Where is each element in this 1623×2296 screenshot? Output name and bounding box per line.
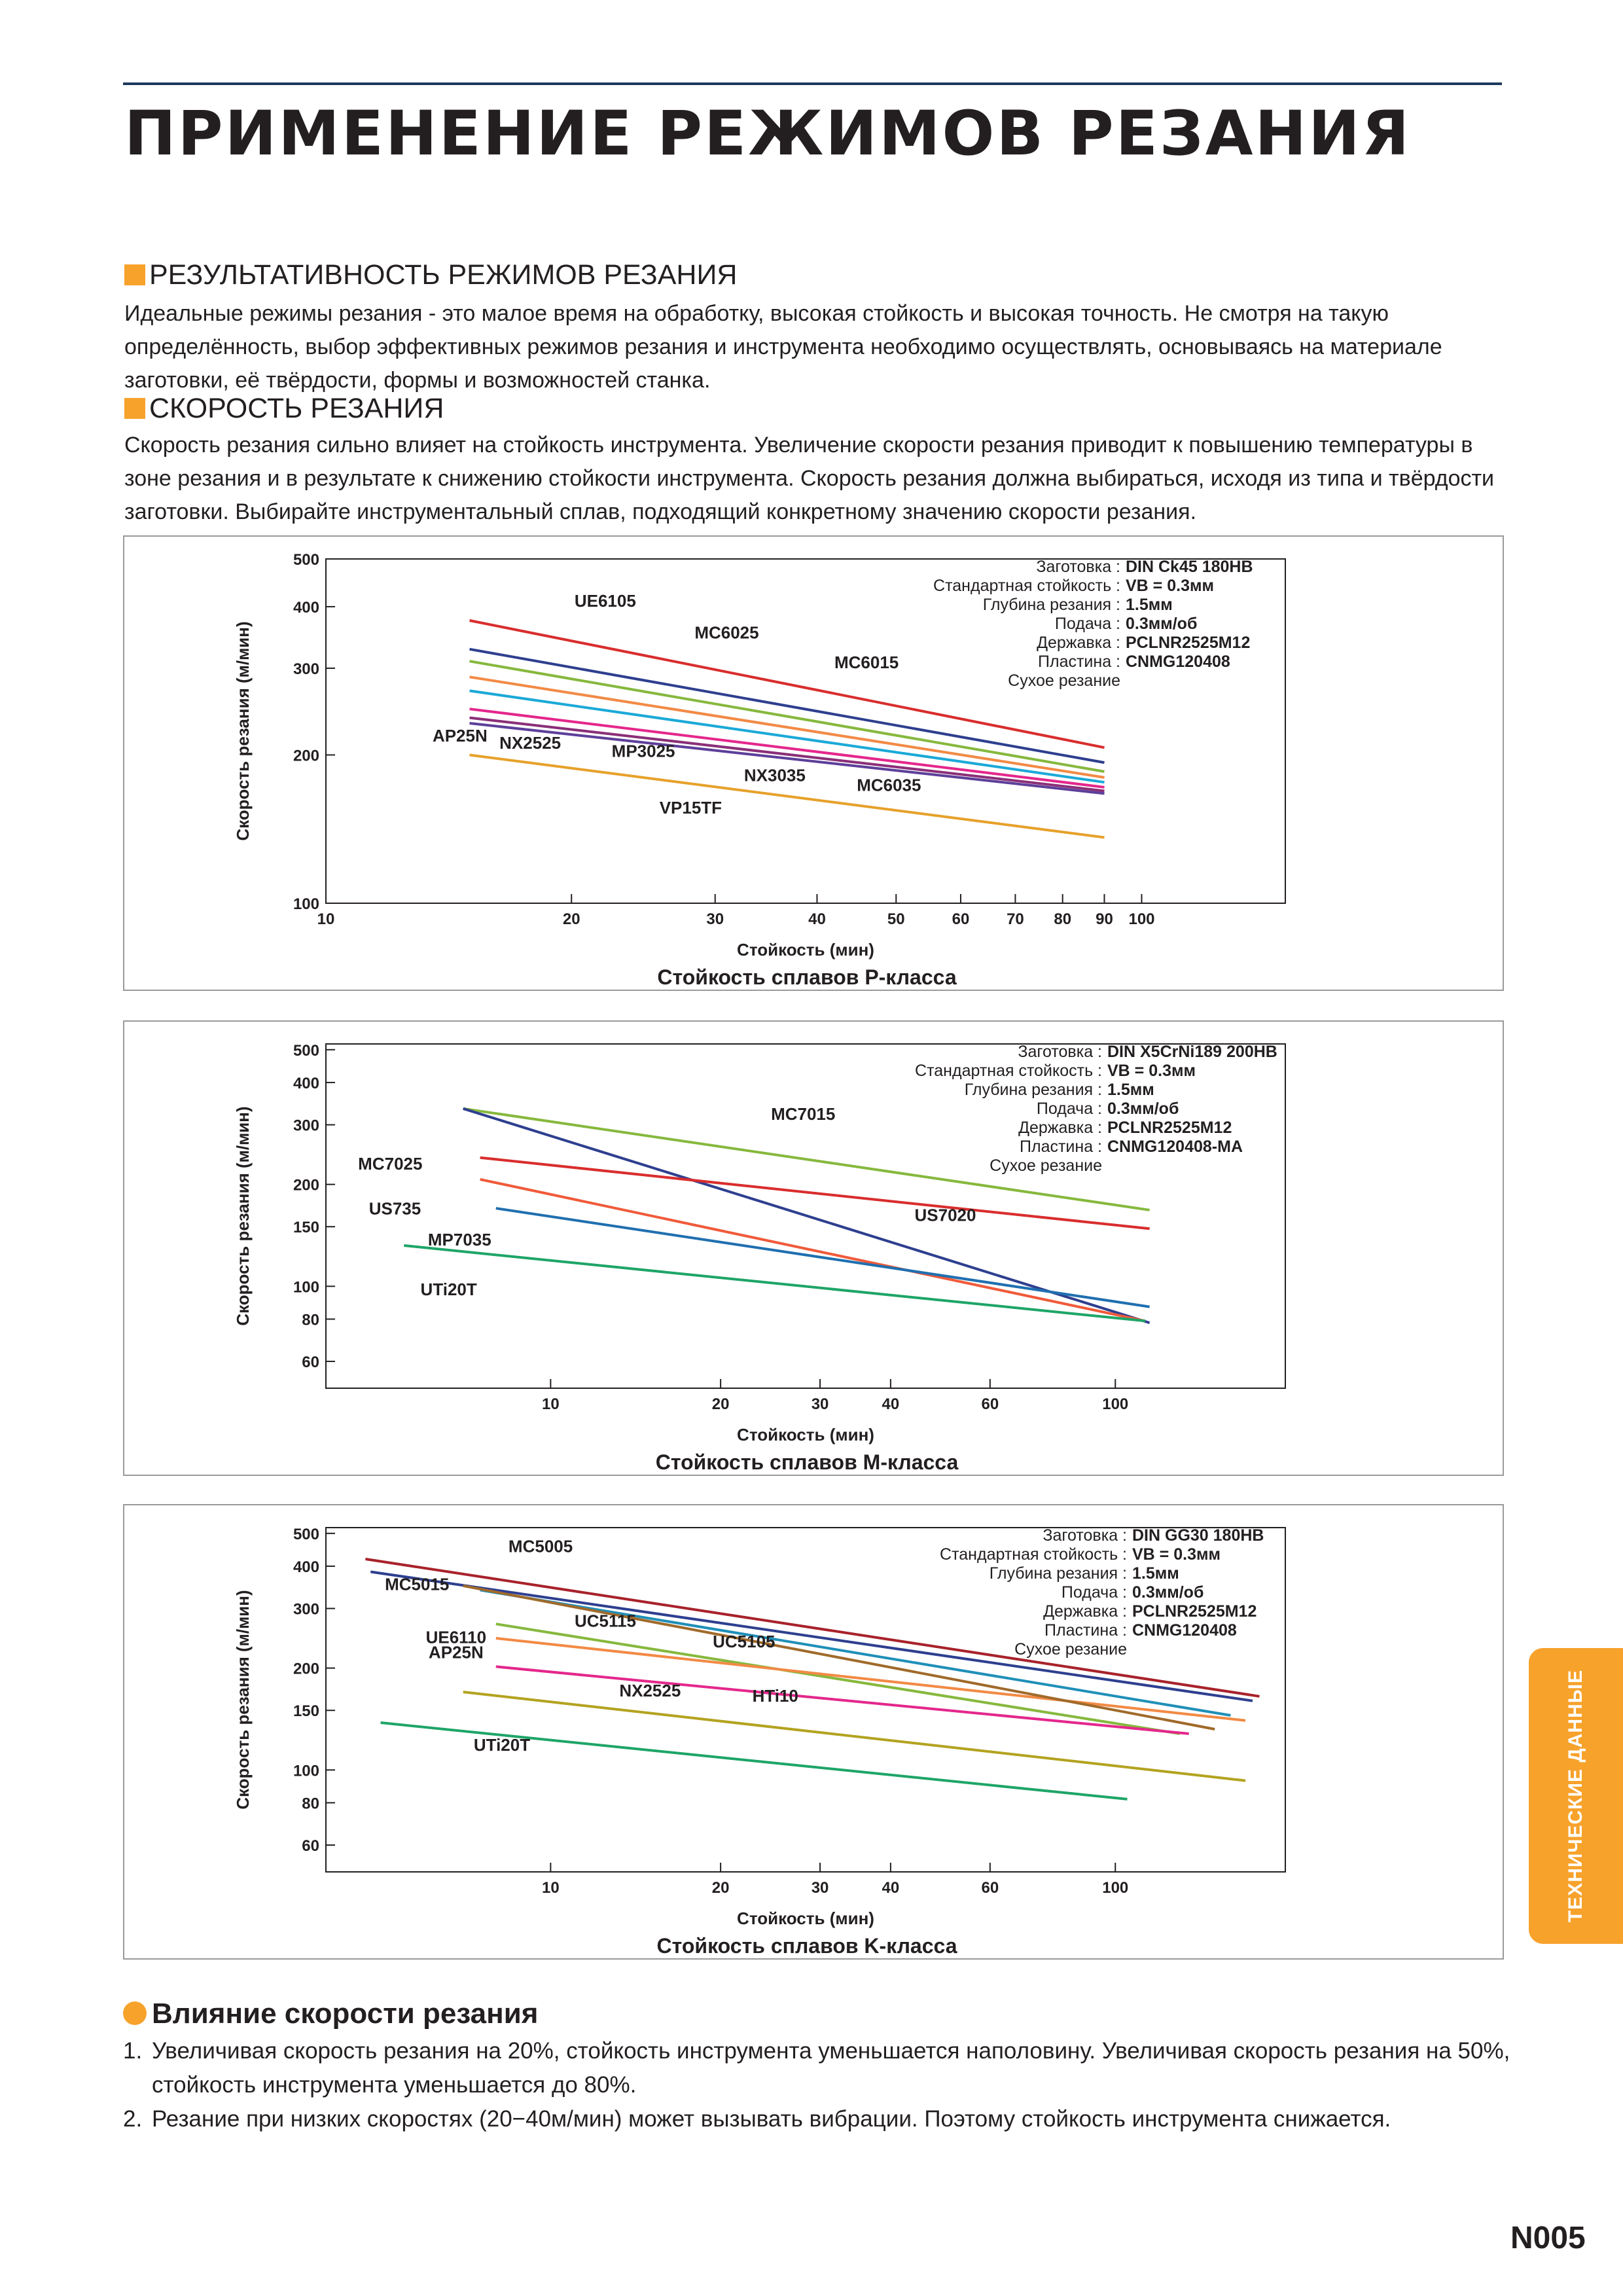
side-tab-label: ТЕХНИЧЕСКИЕ ДАННЫЕ <box>1565 1669 1586 1923</box>
circle-bullet-icon <box>123 2001 147 2025</box>
x-tick-label: 40 <box>882 1879 900 1897</box>
info-value: VB = 0.3мм <box>1132 1545 1221 1564</box>
info-value: CNMG120408 <box>1132 1621 1237 1640</box>
info-label: Стандартная стойкость : <box>940 1545 1127 1564</box>
list-item-text: Увеличивая скорость резания на 20%, стойкость инструмента уменьшается наполовину. Увеличивая скорость резания на 50%, стойкость инструмента уменьшается до 80%. <box>152 2038 1510 2098</box>
y-axis-label: Скорость резания (м/мин) <box>233 1106 253 1326</box>
x-tick-label: 50 <box>887 910 905 928</box>
section-text-speed: Скорость резания сильно влияет на стойкость инструмента. Увеличение скорости резания приводит к повышению температуры в зоне резания и в результате к снижению стойкости инструмента. Скорость резания должна выбираться, исходя из типа и твёрдости заготовки. Выбирайте инструментальный сплав, подходящий конкретному значению скорости резания. <box>124 433 1495 524</box>
y-tick-label: 500 <box>293 1525 319 1543</box>
series-label-uti20t: UTi20T <box>420 1280 477 1300</box>
section-text-effectiveness: Идеальные режимы резания - это малое время на обработку, высокая стойкость и высокая точность. Не смотря на такую определённость, выбор эффективных режимов резания и инструмента необходимо осуществлять, основываясь на материале заготовки, её твёрдости, формы и возможностей станка. <box>124 301 1442 393</box>
info-label: Подача : <box>1061 1583 1127 1602</box>
x-axis-label: Стойкость (мин) <box>737 1909 874 1928</box>
series-label-nx2525: NX2525 <box>499 732 562 753</box>
info-value: DIN GG30 180HB <box>1132 1526 1264 1545</box>
y-tick-label: 150 <box>293 1219 319 1237</box>
info-label: Державка : <box>1037 634 1120 652</box>
info-value: CNMG120408-MA <box>1107 1138 1243 1156</box>
x-tick-label: 100 <box>1102 1395 1129 1413</box>
x-tick-label: 10 <box>542 1879 560 1897</box>
series-line-hti10 <box>463 1692 1245 1781</box>
y-tick-label: 80 <box>302 1795 319 1813</box>
info-label: Державка : <box>1043 1602 1127 1621</box>
y-tick-label: 200 <box>293 747 319 765</box>
page-title: ПРИМЕНЕНИЕ РЕЖИМОВ РЕЗАНИЯ <box>124 98 1412 170</box>
series-label-mc7015: MC7015 <box>771 1104 836 1124</box>
series-label-mp3025: MP3025 <box>611 741 675 761</box>
series-label-ap25n: AP25N <box>432 725 488 745</box>
series-label-uc5115: UC5115 <box>575 1611 636 1631</box>
info-value: 1.5мм <box>1126 596 1173 614</box>
list-item <box>123 2034 1530 2102</box>
y-tick-label: 400 <box>293 1558 319 1576</box>
series-line-us735 <box>480 1179 1145 1321</box>
info-label: Сухое резание <box>1014 1640 1127 1659</box>
x-tick-label: 100 <box>1128 910 1155 928</box>
series-label-nx3035: NX3035 <box>743 765 806 785</box>
info-label: Стандартная стойкость : <box>915 1062 1102 1080</box>
page-number: N005 <box>1510 2221 1586 2255</box>
series-label-us735: US735 <box>368 1198 421 1219</box>
y-tick-label: 100 <box>293 1762 319 1780</box>
list-item-text: Резание при низких скоростях (20−40м/мин) может вызывать вибрации. Поэтому стойкость инструмента снижается. <box>152 2106 1391 2132</box>
y-tick-label: 200 <box>293 1176 319 1194</box>
info-value: DIN X5CrNi189 200HB <box>1107 1043 1277 1061</box>
x-tick-label: 10 <box>542 1395 560 1413</box>
x-tick-label: 30 <box>706 910 724 928</box>
series-label-mc6025: MC6025 <box>694 622 759 643</box>
x-tick-label: 20 <box>711 1879 730 1897</box>
series-label-hti10: HTi10 <box>752 1686 798 1706</box>
side-tab-technical-data[interactable] <box>1529 1648 1623 1944</box>
info-label: Глубина резания : <box>982 596 1120 614</box>
square-bullet-icon <box>124 264 145 285</box>
chart-k-class <box>123 1504 1504 1960</box>
y-tick-label: 200 <box>293 1660 319 1678</box>
series-label-ue6110: UE6110 <box>425 1627 487 1647</box>
section-heading-effectiveness <box>124 259 737 291</box>
square-bullet-icon <box>124 398 145 419</box>
chart-title: Стойкость сплавов K-класса <box>656 1934 957 1958</box>
x-tick-label: 80 <box>1054 910 1072 928</box>
info-value: VB = 0.3мм <box>1107 1062 1196 1080</box>
list-item-number: 2. <box>123 2106 143 2132</box>
info-label: Пластина : <box>1020 1138 1102 1156</box>
y-tick-label: 400 <box>293 598 319 617</box>
x-tick-label: 20 <box>711 1395 730 1413</box>
x-tick-label: 10 <box>317 910 335 928</box>
info-value: 0.3мм/об <box>1132 1583 1204 1602</box>
x-tick-label: 40 <box>882 1395 900 1413</box>
info-label: Заготовка : <box>1018 1043 1102 1061</box>
series-label-mc7025: MC7025 <box>358 1154 423 1174</box>
info-label: Заготовка : <box>1036 558 1120 576</box>
series-line-mc6025 <box>470 649 1105 762</box>
header-rule <box>123 82 1502 85</box>
influence-heading <box>123 1998 538 2030</box>
info-value: VB = 0.3мм <box>1126 577 1214 595</box>
info-label: Подача : <box>1036 1100 1102 1118</box>
y-tick-label: 80 <box>302 1311 319 1329</box>
info-value: 0.3мм/об <box>1126 615 1198 633</box>
series-label-vp15tf: VP15TF <box>659 798 722 818</box>
x-tick-label: 90 <box>1096 910 1113 928</box>
info-label: Сухое резание <box>1008 672 1120 690</box>
list-item-number: 1. <box>123 2038 143 2064</box>
chart-p-class <box>123 535 1504 991</box>
x-axis-label: Стойкость (мин) <box>737 940 874 960</box>
series-label-nx2525: NX2525 <box>619 1680 681 1700</box>
x-tick-label: 60 <box>981 1395 999 1413</box>
chart-k-class-svg <box>124 1505 1503 1958</box>
info-value: PCLNR2525M12 <box>1107 1119 1232 1137</box>
y-tick-label: 60 <box>302 1837 319 1856</box>
info-label: Сухое резание <box>990 1157 1102 1175</box>
info-value: 0.3мм/об <box>1107 1100 1179 1118</box>
x-tick-label: 100 <box>1102 1879 1129 1897</box>
chart-m-class-svg <box>124 1022 1503 1475</box>
series-label-us7020: US7020 <box>914 1205 976 1225</box>
series-label-mc5005: MC5005 <box>508 1536 573 1556</box>
info-label: Стандартная стойкость : <box>933 577 1120 595</box>
info-label: Пластина : <box>1044 1621 1127 1640</box>
y-axis-label: Скорость резания (м/мин) <box>233 1590 253 1810</box>
x-tick-label: 70 <box>1007 910 1024 928</box>
x-tick-label: 30 <box>811 1879 829 1897</box>
series-label-ap25n: AP25N <box>428 1642 484 1662</box>
influence-heading-text: Влияние скорости резания <box>152 1998 539 2030</box>
series-label-uc5105: UC5105 <box>713 1632 776 1652</box>
y-tick-label: 100 <box>293 895 319 913</box>
influence-list <box>123 2034 1530 2136</box>
y-tick-label: 150 <box>293 1702 319 1721</box>
chart-title: Стойкость сплавов M-класса <box>655 1450 959 1474</box>
chart-p-class-svg <box>124 537 1503 990</box>
series-label-mc5015: MC5015 <box>385 1574 450 1594</box>
section-heading-effectiveness-text: РЕЗУЛЬТАТИВНОСТЬ РЕЖИМОВ РЕЗАНИЯ <box>149 259 738 291</box>
chart-title: Стойкость сплавов P-класса <box>657 965 957 989</box>
y-tick-label: 400 <box>293 1074 319 1092</box>
info-label: Пластина : <box>1038 653 1120 671</box>
series-label-uti20t: UTi20T <box>473 1734 531 1755</box>
section-heading-speed <box>124 393 444 425</box>
section-heading-speed-text: СКОРОСТЬ РЕЗАНИЯ <box>149 393 444 424</box>
y-tick-label: 500 <box>293 551 319 569</box>
series-line-uti20t <box>381 1723 1128 1799</box>
info-label: Глубина резания : <box>964 1081 1102 1099</box>
y-tick-label: 100 <box>293 1278 319 1297</box>
x-axis-label: Стойкость (мин) <box>737 1425 874 1444</box>
series-label-mc6035: MC6035 <box>857 775 921 795</box>
series-label-ue6105: UE6105 <box>574 590 636 611</box>
info-value: CNMG120408 <box>1126 653 1230 671</box>
info-value: PCLNR2525M12 <box>1126 634 1251 652</box>
list-item <box>123 2102 1530 2136</box>
info-label: Заготовка : <box>1043 1526 1127 1545</box>
series-line-mp7035 <box>496 1208 1150 1307</box>
x-tick-label: 30 <box>811 1395 829 1413</box>
info-value: DIN Ck45 180HB <box>1126 558 1253 576</box>
info-value: PCLNR2525M12 <box>1132 1602 1257 1621</box>
info-value: 1.5мм <box>1107 1081 1154 1099</box>
y-tick-label: 300 <box>293 1117 319 1135</box>
chart-m-class <box>123 1020 1504 1476</box>
info-label: Глубина резания : <box>989 1564 1127 1583</box>
y-tick-label: 500 <box>293 1041 319 1060</box>
x-tick-label: 60 <box>952 910 970 928</box>
y-tick-label: 300 <box>293 1600 319 1619</box>
series-label-mc6015: MC6015 <box>834 652 899 672</box>
y-tick-label: 300 <box>293 660 319 678</box>
info-label: Державка : <box>1018 1119 1102 1137</box>
x-tick-label: 60 <box>981 1879 999 1897</box>
y-axis-label: Скорость резания (м/мин) <box>233 621 253 841</box>
y-tick-label: 60 <box>302 1354 319 1372</box>
info-value: 1.5мм <box>1132 1564 1179 1583</box>
series-line-uti20t <box>404 1246 1145 1321</box>
info-label: Подача : <box>1054 615 1120 633</box>
x-tick-label: 40 <box>808 910 826 928</box>
x-tick-label: 20 <box>562 910 580 928</box>
series-label-mp7035: MP7035 <box>427 1229 491 1249</box>
